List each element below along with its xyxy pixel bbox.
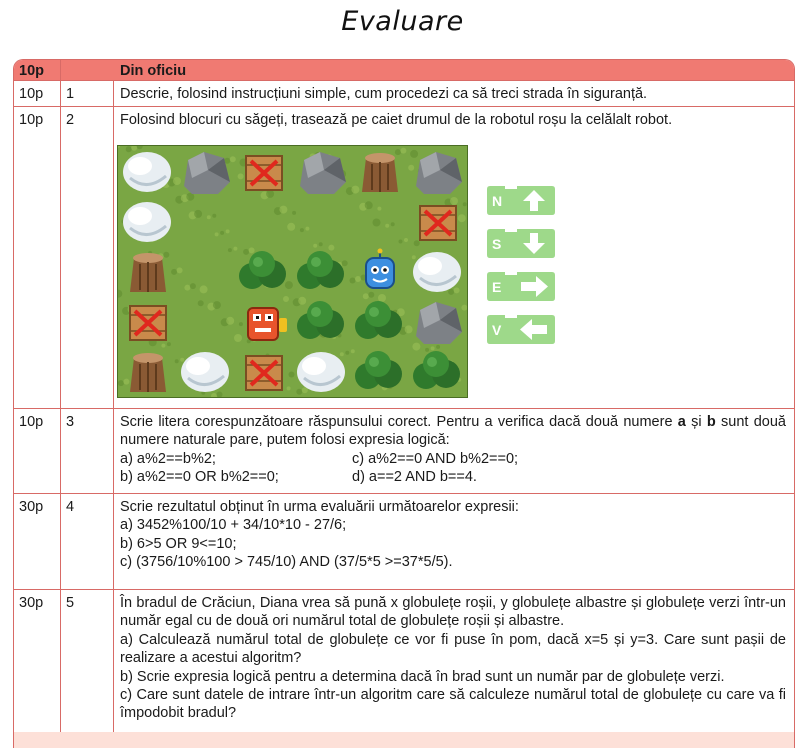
table-row: [14, 590, 794, 732]
evaluation-table: [13, 59, 795, 748]
row-points: 30p: [14, 494, 61, 589]
subquestion-b: b) Scrie expresia logică pentru a determina dacă în brad sunt un număr par de globulețe verzi.: [120, 668, 725, 685]
subquestion-a: a) Calculează numărul total de globulețe ce vor fi puse în pom, dacă x=5 și y=3. Care sunt pașii de realizare a acestui algoritm?: [120, 631, 786, 667]
row-points: 30p: [14, 590, 61, 732]
row-number: 1: [61, 81, 114, 106]
answer-options: [120, 450, 786, 487]
crate-icon: [420, 206, 456, 240]
row-number: 5: [61, 590, 114, 732]
arrow-block-south: [487, 229, 555, 258]
svg-text:S: S: [492, 236, 502, 252]
table-header-row: [14, 60, 794, 81]
crate-icon: [246, 156, 282, 190]
row-number: 2: [61, 107, 114, 408]
row-points: 10p: [14, 81, 61, 106]
table-row: [14, 81, 794, 107]
option-a: a) a%2==b%2;: [120, 450, 216, 467]
row-text: Scrie litera corespunzătoare răspunsului corect. Pentru a verifica dacă două numere a și b sunt două numere naturale pare, putem folosi expresia logică: a) a%2==b%2; c) a%2==0 AND b%2==0; b) a%2==0 OR b%2==0; d) a==2 AND b==4.: [120, 414, 786, 485]
maze-grid: [118, 146, 467, 397]
arrow-block-west: [487, 315, 555, 344]
crate-icon: [130, 306, 166, 340]
svg-text:E: E: [492, 279, 502, 295]
arrow-block-east: [487, 272, 555, 301]
tree-stump-icon: [130, 353, 166, 392]
option-b: b) a%2==0 OR b%2==0;: [120, 468, 279, 485]
crate-icon: [246, 356, 282, 390]
robot-maze-illustration: [117, 145, 468, 398]
row-points: 10p: [14, 107, 61, 408]
expression-c: c) (3756/10%100 > 745/10) AND (37/5*5 >=37*5/5).: [120, 554, 453, 571]
header-label: Din oficiu: [120, 63, 187, 79]
row-text: Scrie rezultatul obținut în urma evaluării următoarelor expresii: a) 3452%100/10 + 34/10*10 - 27/6; b) 6>5 OR 9<=10; c) (3756/10%100 > 745/10) AND (37/5*5 >=37*5/5).: [114, 494, 794, 589]
row-text: Descrie, folosind instrucțiuni simple, cum procedezi ca să treci strada în siguranță.: [120, 86, 648, 102]
table-row: [14, 409, 794, 494]
table-row: [14, 494, 794, 590]
ice-stone-icon: [123, 152, 171, 192]
header-points: 10p: [14, 60, 61, 80]
row-number: 3: [61, 409, 114, 493]
expression-b: b) 6>5 OR 9<=10;: [120, 535, 237, 552]
ice-stone-icon: [413, 252, 461, 292]
row-number: 4: [61, 494, 114, 589]
svg-text:V: V: [492, 322, 502, 338]
option-c: c) a%2==0 AND b%2==0;: [352, 450, 519, 467]
row-points: 10p: [14, 409, 61, 493]
arrow-block-north: [487, 186, 555, 215]
tree-stump-icon: [130, 253, 166, 292]
row-text: Folosind blocuri cu săgeți, trasează pe caiet drumul de la robotul roșu la celălalt robot.: [120, 112, 673, 128]
row-text: În bradul de Crăciun, Diana vrea să pună x globulețe roșii, y globulețe albastre și globulețe verzi într-un număr egal cu de două ori numărul total de globulețe roșii și albastre. a) Calculează numărul total de globulețe ce vor fi puse în pom, dacă x=5 și y=3. Care sunt pașii de realizare a acestui algoritm? b) Scrie expresia logică pentru a determina dacă în brad sunt un număr par de globulețe verzi. c) Care sunt datele de intrare într-un algoritm care să calculeze numărul total de globulețe cu care va fi împodobit bradul?: [120, 595, 786, 722]
ice-stone-icon: [123, 202, 171, 242]
table-bottom-band: [14, 732, 794, 748]
expression-a: a) 3452%100/10 + 34/10*10 - 27/6;: [120, 517, 347, 534]
page-title: Evaluare: [341, 6, 464, 37]
tree-stump-icon: [362, 153, 398, 192]
ice-stone-icon: [181, 352, 229, 392]
option-d: d) a==2 AND b==4.: [352, 468, 477, 485]
ice-stone-icon: [297, 352, 345, 392]
svg-text:N: N: [492, 193, 503, 209]
subquestion-c: c) Care sunt datele de intrare într-un algoritm care să calculeze numărul total de globulețe cu care va fi împodobit bradul?: [120, 687, 786, 722]
